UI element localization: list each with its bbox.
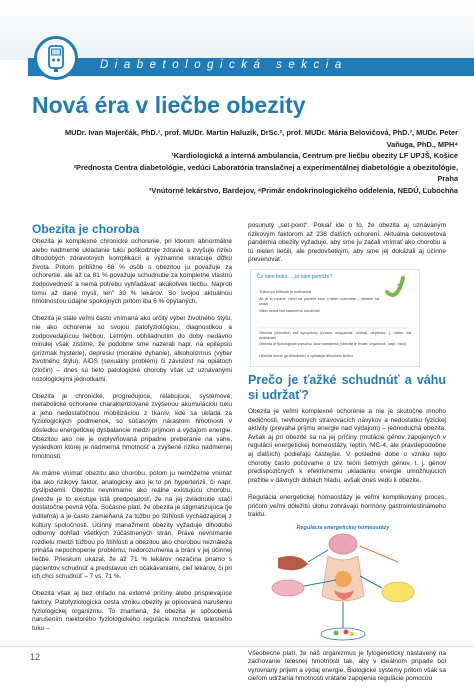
section-heading-obezita: Obezita je choroba — [32, 222, 140, 236]
footer-divider — [0, 646, 474, 647]
figure-item: Obezita nemá (je dlhodobé) a vyžaduje dlhodobú liečbu — [259, 353, 353, 358]
body-illustration-icon — [248, 532, 438, 644]
figure-item: Ak je to možné, nech sa pacient sám o sebe rozhodne – ideálne sa snaží — [259, 296, 379, 306]
page-number: 12 — [30, 652, 41, 662]
section-banner — [28, 58, 474, 76]
figure-item: Obezita (choroba) má symptómy (únava, nespavosť, bolesti, depresia…), nielen iná očakávaní — [259, 330, 411, 340]
right-column — [248, 222, 446, 693]
paragraph: Všeobecne platí, že náš organizmus je fylogeneticky nastavený na zachovanie telesnej hmotnosti tak, aby v ideálnom prípade bol vyrovnaný príjem a výdaj energie. Biologické systémy pritom však sa cieľom udržania hmotnosti vrátane zapojenia regulácie pomocou — [248, 649, 446, 683]
affiliation-1: ¹Kardiologická a interná ambulancia, Centrum pre liečbu obezity LF UPJŠ, Košice — [171, 151, 458, 160]
paragraph: posunutý „set-point“. Pokiaľ ide o to, že obezita aj uznávaným rizikovým faktorom až 236 ďalších ochorení. Aktuálna celosvetová pandémia obezity vyžaduje, aby sme ju začali vnímať ako chorobu a tú nielen liečili, ale predovšetkým, aby sme jej dokázali aj účinne prevenovať. — [248, 222, 446, 264]
paragraph: Obezita je chronické, progredujúce, relabujúce, systémové, metabolické ochorenie charakterizované zvýšenou akumuláciou tuku a jeho nedostatočnou mobilizáciou z tkanív, kde sa ukladá za fyziologických podmienok, so súčasným nárastom hmotnosti v dôsledku energetickej dysbalancie medzi príjmom a výdajom energie. Obezitou ako nie je ovplyvňovaná prípadne preberanie na vahe, výsledkom ktorej je nadmerná hmotnosť a zvýšené riziko nadmernej hmotnosti. — [32, 392, 232, 460]
figure-question: Čo nám bráni… „to nám pomôže? — [257, 273, 333, 280]
figure-item: Obezita je fyziologická porucha, stav narušenia (obezita je trvalé, organické, napr. hlad) — [259, 341, 406, 346]
paragraph: Obezita je komplexné chronické ochorenie, pri ktorom abnormálne alebo nadmerné ukladanie tuku poškodzuje zdravie a zvyšuje riziko dlhodobých zdravotných komplikácií a významne skracuje dĺžku života. Pritom približne 68 % osôb s obezitou ju považuje za ochorenie, ale až ca 81 % považuje schudnutie za kompletne vlastnú zodpovednosť a nemá potrebu vyhľadávať akúkoľvek liečbu. Naproti tomu až dané myslí, len" 30 % lekárov. So svojou aktuálnou hmotnosťou údajne spokojných pritom iba 6 % opýtaných. — [32, 238, 232, 306]
paragraph: Obezita je veľmi komplexné ochorenie a nie je skutočne mnoho dedičnosti, nevhodných stravovacích návykov a nedostatku fyzickej aktivity (prevaha príjmu energie nad výdajom) – jednoduchá obezita. Avšak aj pri obezite sa na jej príčiny (mutácie génov zapojených v regulácii energetickej homeostázy, leptín, MC-4, ale pravdepodobne aj ďalších) podieľajú častejšie. V posledné dobe o vzniku tejto choroby často počúvame o tzv. teórii šetrných génov, t. j. génov predispozičných k efektívnemu ukladaniu energie umožňujúcich prežitie v dávnych dobách hladu, avšak dnes vedú k obezite. — [248, 407, 446, 484]
figure-item: Nikto nemá rád nadmernú hmotnosť — [259, 308, 320, 313]
affiliation-3: ³Vnútorné lekárstvo, Bardejov, ⁴Primár endokrinologického oddelenia, NEDÚ, Ľubochňa — [148, 185, 458, 195]
paragraph: Ak máme vnímať obezitu ako chorobu, potom ju nemôžeme vnímať iba ako rizikový faktor, analogicky ako je to pri hypertenzii, či napr. dyslipidémii. Obezitu nevnímame ako reálne existujúcu chorobu, pretože je to existuje istá predpojatosť, že na jej zvládnutie stačí dostatočne pevná vôľa. Súčasne platí, že obezita je stigmatizujúca (je viditeľná) a je často zamieňaná za túžbu po štíhlosti vychádzajúcej z kultúry spoločnosti. Účinný manažment obezity vyžaduje dlhodobo odborný dohľad všetkých zúčastnených strán. Práve nevnímanie rozdielu medzi túžbou po štíhlosti a obezitou ako chorobou neználeža prináša nepochopenie problému, nedorozumenia a bráni v jej účinnej liečbe. Prieskum ukázal, že až 71 % lekárov nezačína priamo s pacientov schudnúť a predstavuo ich očakávaniami, cieľ lekárov, či pri ich chcí schudnúť – 7 vs. 71 %. — [32, 470, 232, 581]
figure-title: Regulácia energetickej homeostázy — [296, 524, 390, 531]
paragraph: Obezita je stále veľmi často vnímaná ako určitý výber životného štýlu, nie ako ochorenie so svojou patofyziológiou, diagnostikou a zodpovedajúcou liečbou. Letmým obhliadnutím do doby nedávno minulej však zistíme, že podobne sme nazerali napr. na epilepsiu (prízmak hystérie), depresiu (morálne dyhanie), alkoholizmus (výber životného štýlu), AIDS (sexuálny problém) či závislosť na opiátoch (zločin) – dnes sú tieto patologické choroby však už uznávanými nozologickými jednotkami. — [32, 315, 232, 383]
paragraph: Regulácia energetickej homeostázy je veľmi komplikovaný proces, pričom veľmi dôležitú úlohu zohrávajú hormóny gastrointestinálneho traktu. — [248, 493, 446, 519]
article-title: Nová éra v liečbe obezity — [32, 92, 306, 118]
glucometer-icon — [34, 36, 78, 80]
paragraph: Obezita však aj bez ohľadu na externé príčiny alebo prispievajúce faktory. Patofyziologická cesta vzniku obezity je opisovaná narušeniu fyziologickej organizmu. To znamená, že obezita je spôsobená narušením niektorého fyziologického regulácie množstva telesného tuku – — [32, 590, 232, 632]
figure-barriers — [250, 269, 420, 367]
section-heading-preco: Prečo je ťažké schudnúť a váhu si udržať? — [248, 372, 446, 402]
affiliation-2: ²Prednosta Centra diabetológie, vedúci Laboratória translačnej a experimentálnej diabetológie a obezitológie, Praha — [73, 162, 458, 183]
section-label: Diabetologická sekcia — [100, 59, 348, 71]
authors-line: MUDr. Ivan Majerčák, PhD.¹, prof. MUDr. Martin Haluzík, DrSc.², prof. MUDr. Mária Belovičová, PhD.³, MUDr. Peter Vaňuga, PhD., MPH⁴ — [64, 128, 458, 149]
author-block — [60, 127, 458, 196]
figure-item: Túžba po štíhlosti je motivačná — [259, 289, 312, 294]
left-column — [32, 222, 232, 642]
figure-energy-homeostasis — [248, 524, 438, 644]
